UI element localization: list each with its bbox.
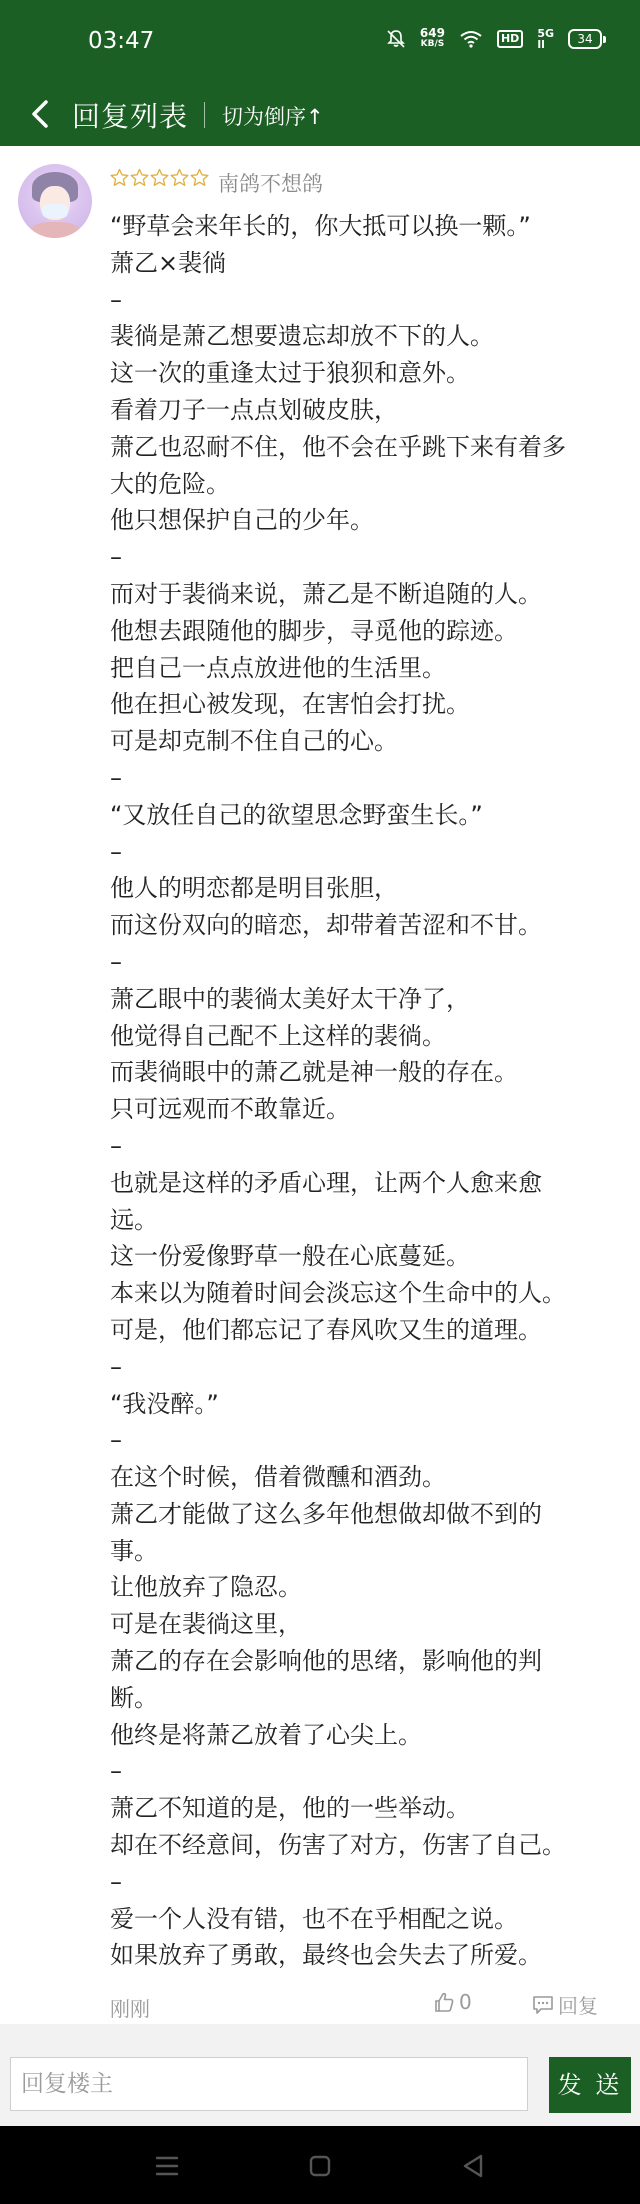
post-line: 断。: [110, 1683, 158, 1712]
post-line: 远。: [110, 1205, 158, 1234]
post-line: –: [110, 1352, 122, 1381]
post-line: –: [110, 543, 122, 572]
post-time: 刚刚: [110, 1997, 150, 2021]
post-line: 萧乙才能做了这么多年他想做却做不到的: [110, 1499, 542, 1528]
thumbs-up-icon: [433, 1991, 455, 2013]
like-button[interactable]: [433, 1990, 472, 2014]
system-nav-bar: [0, 2126, 640, 2204]
post-line: 大的危险。: [110, 469, 230, 498]
nav-home-button[interactable]: [300, 2146, 340, 2186]
post-line: 他终是将萧乙放着了心尖上。: [110, 1720, 422, 1749]
post-line: 却在不经意间，伤害了对方，伤害了自己。: [110, 1831, 566, 1860]
post-line: 如果放弃了勇敢，最终也会失去了所爱。: [110, 1941, 542, 1970]
post-line: 也就是这样的矛盾心理，让两个人愈来愈: [110, 1168, 542, 1197]
toolbar-divider: [204, 102, 205, 128]
star-icon: [130, 168, 149, 187]
post-line: 而这份双向的暗恋，却带着苦涩和不甘。: [110, 911, 542, 940]
post-line: 事。: [110, 1536, 158, 1565]
post-line: 在这个时候，借着微醺和酒劲。: [110, 1463, 446, 1492]
post-line: “我没醉。”: [110, 1389, 219, 1418]
send-button[interactable]: 发 送: [549, 2057, 631, 2113]
sort-order-button[interactable]: 切为倒序↑: [222, 105, 324, 129]
nav-menu-icon: [147, 2146, 187, 2186]
post-line: 本来以为随着时间会淡忘这个生命中的人。: [110, 1279, 566, 1308]
reply-button[interactable]: [532, 1990, 598, 2019]
post-line: –: [110, 837, 122, 866]
reply-bar: [0, 2040, 640, 2126]
post-body: [110, 208, 628, 1974]
star-icon: [110, 168, 129, 187]
post-line: –: [110, 763, 122, 792]
status-time: 03:47: [88, 28, 155, 54]
post-line: 他觉得自己配不上这样的裴徜。: [110, 1021, 446, 1050]
toolbar: [0, 82, 640, 146]
post-line: “野草会来年长的，你大抵可以换一颗。”: [110, 212, 531, 240]
post-line: 裴徜是萧乙想要遗忘却放不下的人。: [110, 322, 494, 351]
post-line: 把自己一点点放进他的生活里。: [110, 653, 446, 682]
post-line: 他人的明恋都是明目张胆，: [110, 874, 398, 903]
signal-5g: 5G ll: [537, 27, 554, 51]
post-line: 他想去跟随他的脚步，寻觅他的踪迹。: [110, 616, 518, 645]
post-line: 可是，他们都忘记了春风吹又生的道理。: [110, 1315, 542, 1344]
post-line: –: [110, 1867, 122, 1896]
nav-menu-button[interactable]: [147, 2146, 187, 2186]
back-arrow-icon: [22, 94, 62, 134]
post-line: –: [110, 947, 122, 976]
post-line: 看着刀子一点点划破皮肤，: [110, 395, 398, 424]
nav-back-icon: [453, 2146, 493, 2186]
status-icons: [386, 28, 606, 50]
star-icon: [150, 168, 169, 187]
battery-level: 34: [568, 29, 602, 49]
hd-badge: HD: [497, 30, 523, 48]
post-line: 让他放弃了隐忍。: [110, 1573, 302, 1602]
avatar[interactable]: [18, 164, 92, 238]
post-line: 这一次的重逢太过于狼狈和意外。: [110, 359, 470, 388]
star-icon: [190, 168, 209, 187]
net-speed: 649 KB/S: [419, 26, 445, 49]
post-line: 他在担心被发现，在害怕会打扰。: [110, 690, 470, 719]
post-line: –: [110, 1757, 122, 1786]
post-line: 萧乙的存在会影响他的思绪，影响他的判: [110, 1647, 542, 1676]
post-line: –: [110, 1426, 122, 1455]
nav-back-button[interactable]: [453, 2146, 493, 2186]
reply-post: [0, 146, 640, 2024]
like-count: 0: [459, 1990, 472, 2014]
reply-label: 回复: [558, 1994, 598, 2018]
nav-home-icon: [300, 2146, 340, 2186]
post-line: 萧乙×裴徜: [110, 248, 227, 277]
post-line: 可是在裴徜这里，: [110, 1610, 302, 1639]
comment-icon: [532, 1994, 554, 2016]
reply-input[interactable]: [10, 2057, 528, 2111]
post-line: 萧乙眼中的裴徜太美好太干净了，: [110, 984, 470, 1013]
wifi-icon: [459, 30, 483, 48]
post-line: 而对于裴徜来说，萧乙是不断追随的人。: [110, 579, 542, 608]
post-line: 他只想保护自己的少年。: [110, 506, 374, 535]
post-line: 可是却克制不住自己的心。: [110, 727, 398, 756]
post-line: 萧乙也忍耐不住，他不会在乎跳下来有着多: [110, 432, 566, 461]
mute-bell-icon: [386, 29, 406, 49]
post-line: –: [110, 285, 122, 314]
back-button[interactable]: [22, 94, 62, 134]
post-line: 这一份爱像野草一般在心底蔓延。: [110, 1242, 470, 1271]
post-line: 而裴徜眼中的萧乙就是神一般的存在。: [110, 1058, 518, 1087]
username[interactable]: 南鸽不想鸽: [218, 172, 323, 196]
star-icon: [170, 168, 189, 187]
battery-icon: [568, 29, 606, 49]
post-line: –: [110, 1131, 122, 1160]
post-line: 爱一个人没有错，也不在乎相配之说。: [110, 1904, 518, 1933]
page-title: 回复列表: [72, 100, 189, 133]
star-rating: [110, 168, 209, 187]
post-line: “又放任自己的欲望思念野蛮生长。”: [110, 800, 483, 829]
status-bar: [0, 0, 640, 82]
post-line: 只可远观而不敢靠近。: [110, 1095, 350, 1124]
post-line: 萧乙不知道的是，他的一些举动。: [110, 1794, 470, 1823]
